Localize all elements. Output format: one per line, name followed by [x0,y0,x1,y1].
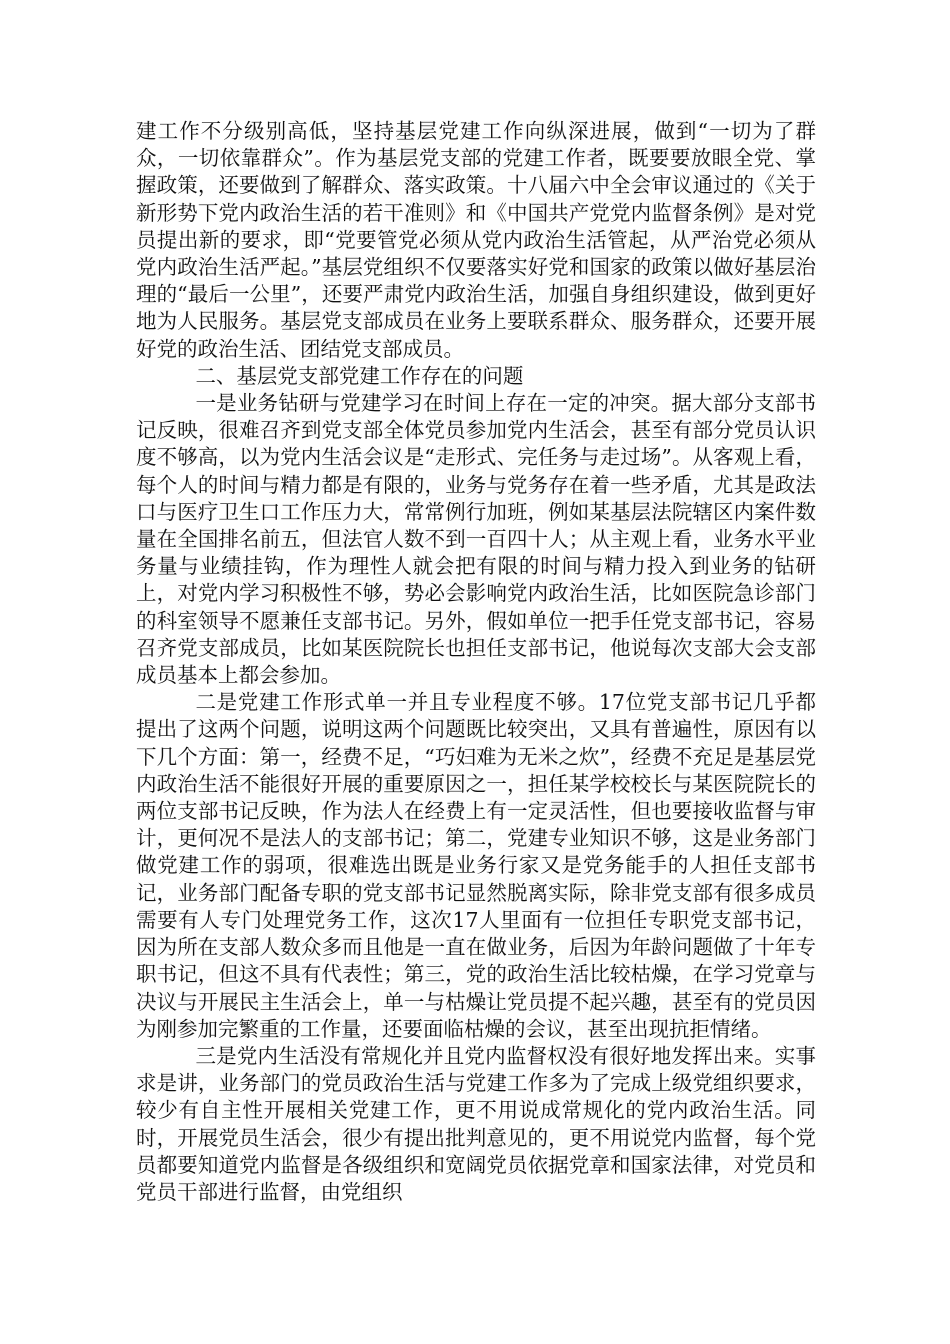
section-heading: 二、基层党支部党建工作存在的问题 [195,363,524,388]
body-paragraph-3: 三是党内生活没有常规化并且党内监督权没有很好地发挥出来。实事求是讲，业务部门的党员政治生活与党建工作多为了完成上级党组织要求，较少有自主性开展相关党建工作，更不用说成常规化的党内政治生活。同时，开展党员生活会，很少有提出批判意见的，更不用说党内监督，每个党员都要知道党内监督是各级组织和宽阔党员依据党章和国家法律，对党员和党员干部进行监督，由党组织 [136,1043,816,1204]
body-paragraph-2: 二是党建工作形式单一并且专业程度不够。17位党支部书记几乎都提出了这两个问题，说明这两个问题既比较突出，又具有普遍性，原因有以下几个方面：第一，经费不足，“巧妇难为无米之炊”，经费不充足是基层党内政治生活不能很好开展的重要原因之一，担任某学校校长与某医院院长的两位支部书记反映，作为法人在经费上有一定灵活性，但也要接收监督与审计，更何况不是法人的支部书记；第二，党建专业知识不够，这是业务部门做党建工作的弱项，很难选出既是业务行家又是党务能手的人担任支部书记，业务部门配备专职的党支部书记显然脱离实际，除非党支部有很多成员需要有人专门处理党务工作，这次17人里面有一位担任专职党支部书记，因为所在支部人数众多而且他是一直在做业务，后因为年龄问题做了十年专职书记，但这不具有代表性；第三，党的政治生活比较枯燥，在学习党章与决议与开展民主生活会上，单一与枯燥让党员提不起兴趣，甚至有的党员因为刚参加完繁重的工作量，还要面临枯燥的会议，甚至出现抗拒情绪。 [136,690,816,1041]
document-page [136,118,816,1206]
body-paragraph-1: 一是业务钻研与党建学习在时间上存在一定的冲突。据大部分支部书记反映，很难召齐到党支部全体党员参加党内生活会，甚至有部分党员认识度不够高，以为党内生活会议是“走形式、完任务与走过场”。从客观上看，每个人的时间与精力都是有限的，业务与党务存在着一些矛盾，尤其是政法口与医疗卫生口工作压力大，常常例行加班，例如某基层法院辖区内案件数量在全国排名前五，但法官人数不到一百四十人；从主观上看，业务水平业务量与业绩挂钩，作为理性人就会把有限的时间与精力投入到业务的钻研上，对党内学习积极性不够，势必会影响党内政治生活，比如医院急诊部门的科室领导不愿兼任支部书记。另外，假如单位一把手任党支部书记，容易召齐党支部成员，比如某医院院长也担任支部书记，他说每次支部大会支部成员基本上都会参加。 [136,391,816,688]
body-paragraph-continuation: 建工作不分级别高低，坚持基层党建工作向纵深进展，做到“一切为了群众，一切依靠群众”。作为基层党支部的党建工作者，既要要放眼全党、掌握政策，还要做到了解群众、落实政策。十八届六中全会审议通过的《关于新形势下党内政治生活的若干准则》和《中国共产党党内监督条例》是对党员提出新的要求，即“党要管党必须从党内政治生活管起，从严治党必须从党内政治生活严起。”基层党组织不仅要落实好党和国家的政策以做好基层治理的“最后一公里”，还要严肃党内政治生活，加强自身组织建设，做到更好地为人民服务。基层党支部成员在业务上要联系群众、服务群众，还要开展好党的政治生活、团结党支部成员。 [136,119,816,361]
